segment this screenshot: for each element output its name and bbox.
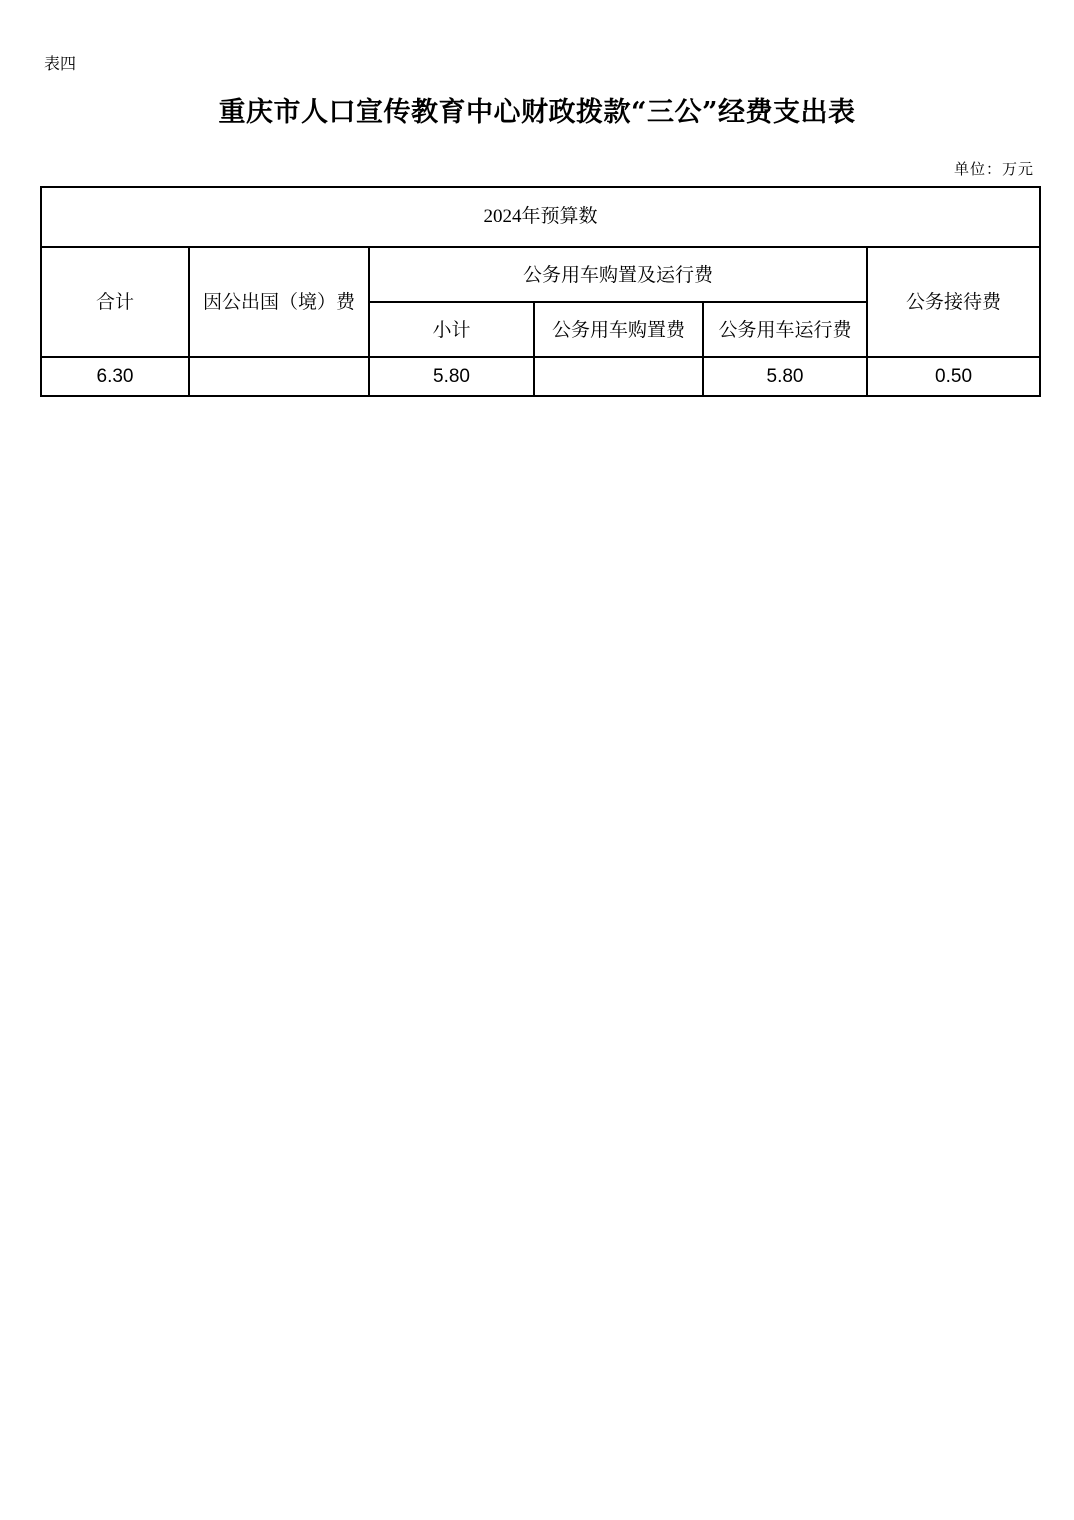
table-period-row bbox=[41, 187, 1040, 247]
period-header-cell: 2024年预算数 bbox=[41, 187, 1040, 247]
unit-label: 单位：万元 bbox=[953, 160, 1034, 178]
page-title: 重庆市人口宣传教育中心财政拨款“三公”经费支出表 bbox=[218, 97, 856, 128]
header-vehicle-group-cell: 公务用车购置及运行费 bbox=[369, 247, 867, 302]
value-reception-cell: 0.50 bbox=[867, 357, 1040, 396]
table-header-row bbox=[41, 247, 1040, 302]
header-overseas-cell: 因公出国（境）费 bbox=[189, 247, 369, 357]
header-vehicle-operation-cell: 公务用车运行费 bbox=[703, 302, 867, 357]
value-overseas-cell bbox=[189, 357, 369, 396]
header-reception-cell: 公务接待费 bbox=[867, 247, 1040, 357]
value-vehicle-subtotal-cell: 5.80 bbox=[369, 357, 534, 396]
header-vehicle-purchase-cell: 公务用车购置费 bbox=[534, 302, 703, 357]
value-vehicle-purchase-cell bbox=[534, 357, 703, 396]
budget-table bbox=[40, 186, 1041, 397]
table-row bbox=[41, 357, 1040, 396]
header-total-cell: 合计 bbox=[41, 247, 189, 357]
header-vehicle-subtotal-cell: 小计 bbox=[369, 302, 534, 357]
value-total-cell: 6.30 bbox=[41, 357, 189, 396]
table-number-label: 表四 bbox=[44, 54, 77, 73]
value-vehicle-operation-cell: 5.80 bbox=[703, 357, 867, 396]
